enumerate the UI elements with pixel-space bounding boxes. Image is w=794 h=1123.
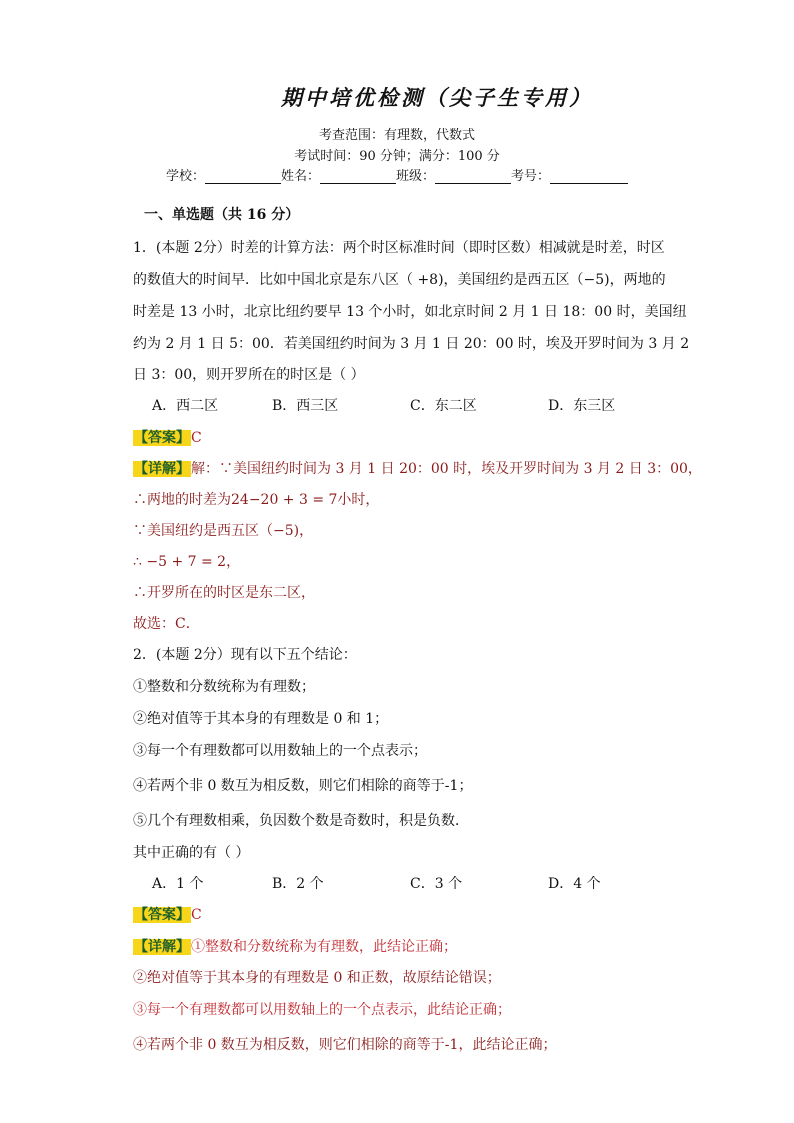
number-blank[interactable] (550, 169, 628, 184)
class-blank[interactable] (435, 169, 511, 184)
exam-scope: 考查范围：有理数，代数式 (318, 128, 475, 143)
q1-option-a: A．西二区 (152, 398, 219, 414)
school-blank[interactable] (205, 169, 281, 184)
q2-statement: ④若两个非 0 数互为相反数，则它们相除的商等于-1； (133, 778, 473, 794)
q2-detail-line (133, 936, 457, 956)
q1-line: 日 3：00，则开罗所在的时区是（ ） (133, 367, 365, 383)
q2-statement: ①整数和分数统称为有理数； (133, 679, 315, 695)
class-label: 班级： (396, 169, 436, 184)
detail-tag: 【详解】 (134, 939, 190, 955)
q2-detail-line: ②绝对值等于其本身的有理数是 0 和正数，故原结论错误； (133, 970, 501, 986)
detail-text: ①整数和分数统称为有理数，此结论正确； (191, 939, 457, 955)
answer-value: C (191, 430, 202, 446)
q2-question: 其中正确的有（ ） (133, 845, 250, 861)
q2-statement: ③每一个有理数都可以用数轴上的一个点表示； (133, 743, 427, 759)
name-blank[interactable] (320, 169, 396, 184)
detail-text: 解：∵美国纽约时间为 3 月 1 日 20：00 时，埃及开罗时间为 3 月 2 日 3：00， (191, 461, 702, 477)
q1-line: 的数值大的时间早．比如中国北京是东八区（ +8)，美国纽约是西五区（−5)，两地的 (133, 272, 666, 288)
name-label: 姓名： (281, 169, 321, 184)
page-title: 期中培优检测（尖子生专用） (281, 85, 593, 110)
number-label: 考号： (511, 169, 551, 184)
q1-detail-line: 故选：C． (133, 616, 200, 632)
q1-detail-line: ∴两地的时差为24−20 + 3 = 7小时， (133, 492, 380, 508)
q1-line: 1．(本题 2分）时差的计算方法：两个时区标准时间（即时区数）相减就是时差，时区 (133, 240, 665, 256)
q2-statement: ⑤几个有理数相乘，负因数个数是奇数时，积是负数． (133, 813, 469, 829)
q2-answer-line (133, 904, 202, 924)
answer-value: C (191, 907, 202, 923)
q1-option-d: D．东三区 (548, 398, 616, 414)
q1-detail-line (133, 458, 702, 478)
q2-intro: 2．(本题 2分）现有以下五个结论： (133, 647, 357, 663)
student-info-fields (166, 165, 628, 184)
q1-detail-line: ∵美国纽约是西五区（−5)， (133, 523, 314, 539)
q1-line: 时差是 13 小时，北京比纽约要早 13 个小时，如北京时间 2 月 1 日 18：00 时，美国纽 (133, 304, 687, 320)
q2-option-d: D．4 个 (548, 876, 601, 892)
q2-option-a: A．1 个 (152, 876, 204, 892)
q1-line: 约为 2 月 1 日 5：00．若美国纽约时间为 3 月 1 日 20：00 时，埃及开罗时间为 3 月 2 (133, 336, 690, 352)
answer-tag: 【答案】 (134, 907, 190, 923)
detail-tag: 【详解】 (134, 461, 190, 477)
q1-detail-line: ∴开罗所在的时区是东二区， (133, 585, 315, 601)
school-label: 学校： (166, 169, 206, 184)
q1-detail-line: ∴ −5 + 7 = 2， (133, 554, 241, 570)
q2-statement: ②绝对值等于其本身的有理数是 0 和 1； (133, 711, 389, 727)
q2-option-c: C．3 个 (410, 876, 463, 892)
q2-detail-line: ③每一个有理数都可以用数轴上的一个点表示，此结论正确； (133, 1002, 511, 1018)
q1-option-c: C．东二区 (410, 398, 477, 414)
q2-option-b: B．2 个 (272, 876, 324, 892)
q1-answer-line (133, 427, 202, 447)
q1-option-b: B．西三区 (272, 398, 339, 414)
exam-time: 考试时间：90 分钟；满分：100 分 (294, 149, 500, 164)
answer-tag: 【答案】 (134, 430, 190, 446)
q2-detail-line: ④若两个非 0 数互为相反数，则它们相除的商等于-1，此结论正确； (133, 1037, 557, 1053)
section-title: 一、单选题（共 16 分） (144, 207, 300, 223)
